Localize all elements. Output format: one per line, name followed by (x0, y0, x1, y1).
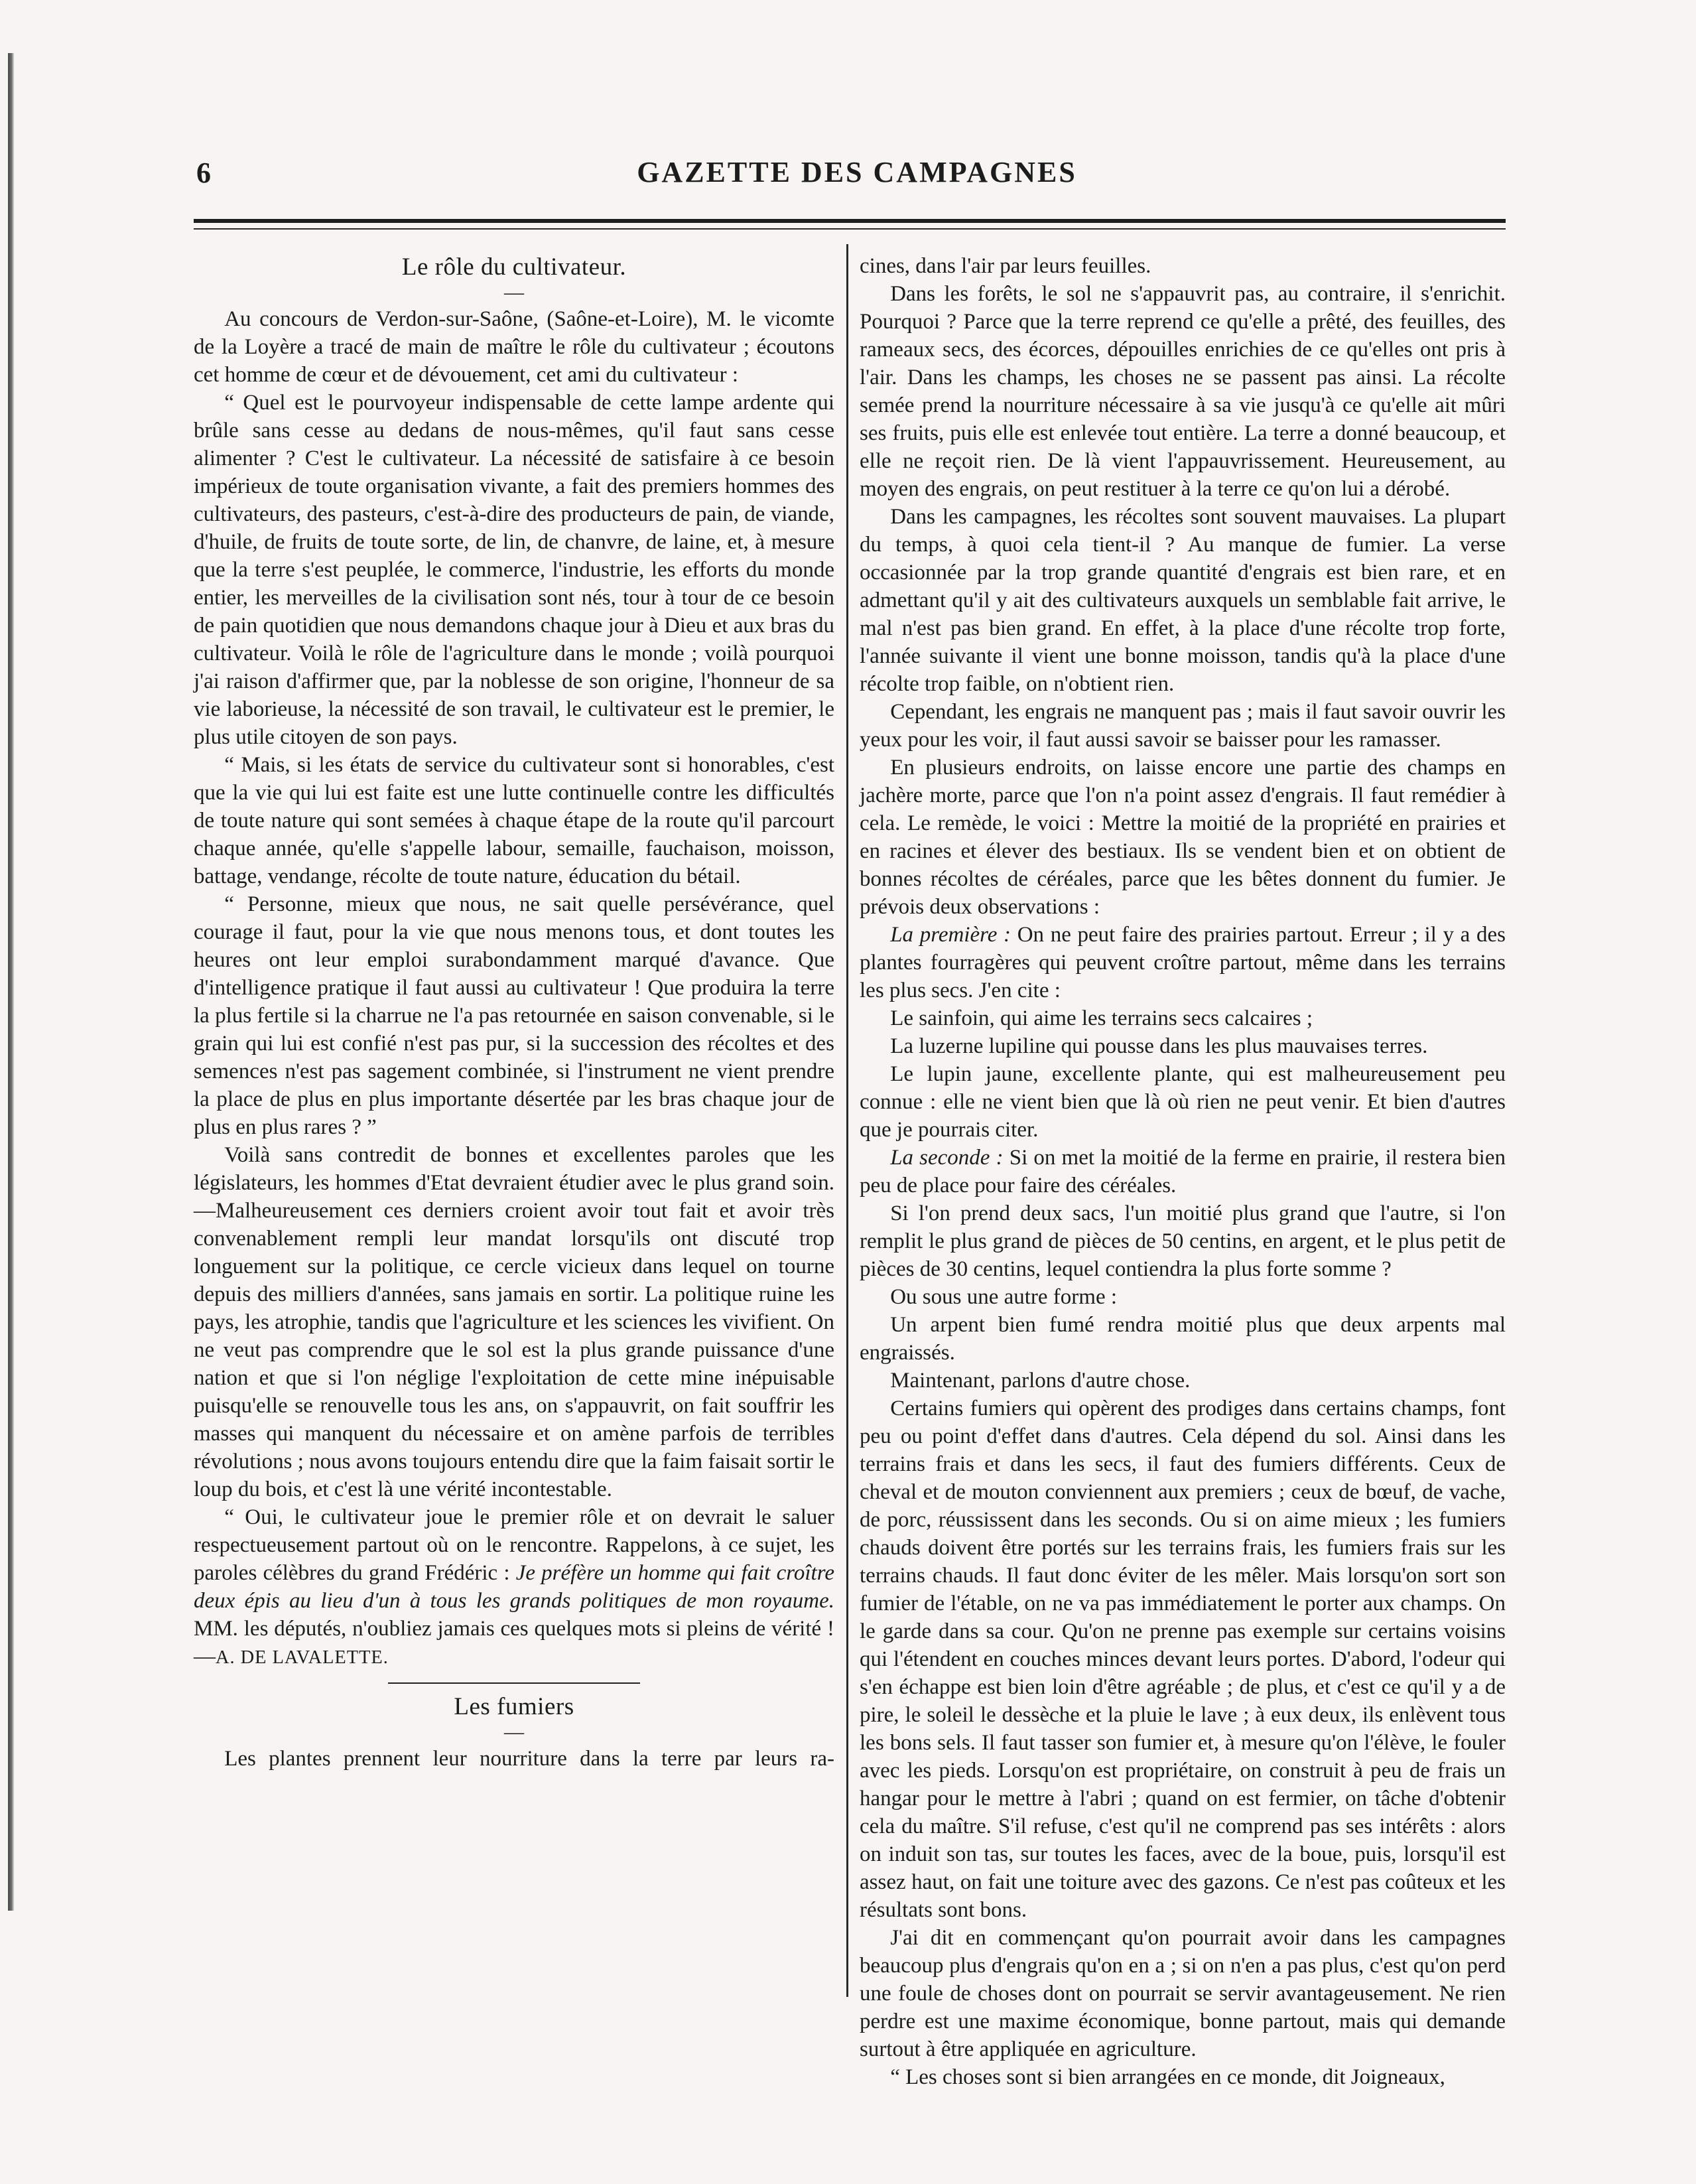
text-run: Si on met la moitié de la ferme en prairie, il restera bien peu de place pour faire des céréales. (860, 1146, 1506, 1197)
italic-text: Je préfère un homme qui fait croître deux épis au lieu d'un à tous les grands politiques de mon royaume. (194, 1561, 834, 1613)
paragraph (194, 751, 834, 890)
text-run: Dans les campagnes, les récoltes sont souvent mauvaises. La plupart du temps, à quoi cela tient-il ? Au manque de fumier. La verse occasionnée par la trop grande quantité d'engrais est bien rare, et en admettant qu'il y ait des cultivateurs auxquels un semblable fait arrive, le mal n'est pas bien grand. En effet, à la place d'une récolte trop forte, l'année suivante il vient une bonne moisson, tandis qu'à la place d'une récolte trop faible, on n'obtient rien. (860, 505, 1506, 696)
paragraph (860, 921, 1506, 1004)
paragraph (860, 1144, 1506, 1199)
article-body-continued (860, 252, 1506, 2091)
text-run: Dans les forêts, le sol ne s'appauvrit pas, au contraire, il s'enrichit. Pourquoi ? Parce que la terre reprend ce qu'elle a prêté, des feuilles, des rameaux secs, des écorces, dépouilles enrichies de ce qu'elles ont pris à l'air. Dans les champs, les choses ne se passent pas ainsi. La récolte semée prend la nourriture nécessaire à sa vie jusqu'à ce qu'elle ait mûri ses fruits, puis elle est enlevée tout entière. La terre a donné beaucoup, et elle ne reçoit rien. De là vient l'appauvrissement. Heureusement, au moyen des engrais, on peut restituer à la terre ce qu'on lui a dérobé. (860, 282, 1506, 501)
text-run: Le lupin jaune, excellente plante, qui est malheureusement peu connue : elle ne vient bien que là où rien ne peut venir. Et bien d'autres que je pourrais citer. (860, 1062, 1506, 1142)
newspaper-masthead: GAZETTE DES CAMPAGNES (637, 156, 1077, 188)
article-body (194, 305, 834, 1672)
italic-text: La seconde : (890, 1146, 1004, 1170)
text-run: Un arpent bien fumé rendra moitié plus que deux arpents mal engraissés. (860, 1313, 1506, 1365)
text-run: Le sainfoin, qui aime les terrains secs calcaires ; (890, 1006, 1313, 1030)
text-run: J'ai dit en commençant qu'on pourrait avoir dans les campagnes beaucoup plus d'engrais qu'on en a ; si on n'en a pas plus, c'est qu'on perd une foule de choses dont on pourrait se servir avantageusement. Ne rien perdre est une maxime économique, bonne partout, mais qui demande surtout à être appliquée en agriculture. (860, 1926, 1506, 2061)
page-number: 6 (196, 157, 211, 189)
paragraph (860, 698, 1506, 754)
italic-text: La première : (890, 923, 1011, 947)
article-body (194, 1745, 834, 1773)
title-separator: — (504, 281, 524, 303)
text-run: Si l'on prend deux sacs, l'un moitié plus grand que l'autre, si l'on remplit le plus grand de pièces de 50 centins, en argent, et le plus petit de pièces de 30 centins, lequel contiendra la plus forte somme ? (860, 1201, 1506, 1281)
text-run: “ Quel est le pourvoyeur indispensable de cette lampe ardente qui brûle sans cesse au dedans de nous-mêmes, qu'il faut sans cesse alimenter ? C'est le cultivateur. La nécessité de satisfaire à ce besoin impérieux de toute organisation vivante, a fait des premiers hommes des cultivateurs, des pasteurs, c'est-à-dire des producteurs de pain, de viande, d'huile, de fruits de toute sorte, de lin, de chanvre, de laine, et, à mesure que la terre s'est peuplée, le commerce, l'industrie, les efforts du monde entier, les merveilles de la civilisation sont nés, tour à tour de ce besoin de pain quotidien que nous demandons chaque jour à Dieu et aux bras du cultivateur. Voilà le rôle de l'agriculture dans le monde ; voilà pourquoi j'ai raison d'affirmer que, par la noblesse de son origine, l'honneur de sa vie laborieuse, la nécessité de son travail, le cultivateur est le premier, le plus utile citoyen de son pays. (194, 391, 834, 749)
paragraph (860, 1924, 1506, 2063)
text-run: Au concours de Verdon-sur-Saône, (Saône-et-Loire), M. le vicomte de la Loyère a tracé de main de maître le rôle du cultivateur ; écoutons cet homme de cœur et de dévouement, cet ami du cultivateur : (194, 307, 834, 387)
paragraph (194, 1141, 834, 1503)
paragraph (860, 1283, 1506, 1311)
column-divider (846, 244, 848, 1997)
paragraph (860, 1199, 1506, 1283)
paragraph (860, 1367, 1506, 1395)
scan-edge-shadow (8, 53, 14, 1911)
text-run: “ Personne, mieux que nous, ne sait quelle persévérance, quel courage il faut, pour la vie que nous menons tous, et dont toutes les heures ont leur emploi surabondamment marqué d'avance. Que d'intelligence pratique il faut aussi au cultivateur ! Que produira la terre la plus fertile si la charrue ne l'a pas retournée en saison convenable, si le grain qui lui est confié n'est pas pur, si la succession des récoltes et des semences n'est pas sagement combinée, si l'instrument ne vient prendre la place de plus en plus importante désertée par les bras chaque jour de plus en plus rares ? ” (194, 892, 834, 1139)
paragraph (194, 1503, 834, 1672)
text-run: Voilà sans contredit de bonnes et excellentes paroles que les législateurs, les hommes d'Etat devraient étudier avec le plus grand soin.—Malheureusement ces derniers croient avoir tout fait et avoir très convenablement rempli leur mandat lorsqu'ils ont discuté trop longuement sur la politique, ce cercle vicieux dans lequel on tourne depuis des milliers d'années, sans jamais en sortir. La politique ruine les pays, les atrophie, tandis que l'agriculture et les sciences les vivifient. On ne veut pas comprendre que le sol est la plus grande puissance d'une nation et que si l'on néglige l'exploitation de cette mine inépuisable puisqu'elle se renouvelle tous les ans, on s'appauvrit, on fait souffrir les masses qui manquent du nécessaire et on amène parfois de terribles révolutions ; nous avons toujours entendu dire que la faim faisait sortir le loup du bois, et c'est là une vérité incontestable. (194, 1143, 834, 1501)
paragraph (194, 305, 834, 389)
paragraph (860, 1311, 1506, 1367)
masthead-rule-thick (194, 219, 1506, 223)
text-run: “ Oui, le cultivateur joue le premier rôle et on devrait le saluer respectueusement partout où on le rencontre. Rappelons, à ce sujet, les paroles célèbres du grand Frédéric : (194, 1505, 834, 1585)
paragraph (860, 280, 1506, 503)
paragraph (860, 252, 1506, 280)
author-signature: A. DE LAVALETTE. (216, 1647, 389, 1668)
paragraph (194, 1745, 834, 1773)
masthead-rule-thin (194, 228, 1506, 230)
paragraph (860, 1032, 1506, 1060)
text-run: Maintenant, parlons d'autre chose. (890, 1369, 1191, 1393)
paragraph (860, 1060, 1506, 1144)
text-run: La luzerne lupiline qui pousse dans les plus mauvaises terres. (890, 1034, 1428, 1058)
text-run: Cependant, les engrais ne manquent pas ; mais il faut savoir ouvrir les yeux pour les voir, il faut aussi savoir se baisser pour les ramasser. (860, 700, 1506, 752)
paragraph (194, 890, 834, 1141)
left-column (194, 252, 834, 1773)
text-run: MM. les députés, n'oubliez jamais ces quelques mots si pleins de vérité !— (194, 1617, 834, 1669)
paragraph (194, 389, 834, 751)
paragraph (860, 1395, 1506, 1924)
article-separator-rule (388, 1682, 640, 1684)
text-run: En plusieurs endroits, on laisse encore une partie des champs en jachère morte, parce que l'on n'a point assez d'engrais. Il faut remédier à cela. Le remède, le voici : Mettre la moitié de la propriété en prairies et en racines et élever des bestiaux. Ils se vendent bien et on obtient de bonnes récoltes de céréales, parce que les bêtes donnent du fumier. Je prévois deux observations : (860, 756, 1506, 919)
paragraph (860, 1004, 1506, 1032)
article-title: Le rôle du cultivateur. (401, 253, 627, 281)
paragraph (860, 503, 1506, 698)
text-run: Ou sous une autre forme : (890, 1285, 1118, 1309)
text-run: “ Mais, si les états de service du cultivateur sont si honorables, c'est que la vie qui lui est faite est une lutte continuelle contre les difficultés de toute nature qui sont semées à chaque étape de la route qu'il parcourt chaque année, qu'elle s'appelle labour, semaille, fauchaison, moisson, battage, vendange, récolte de toute nature, éducation du bétail. (194, 753, 834, 888)
paragraph (860, 754, 1506, 921)
text-run: Certains fumiers qui opèrent des prodiges dans certains champs, font peu ou point d'effet dans d'autres. Cela dépend du sol. Ainsi dans les terrains frais et dans les secs, il faut des fumiers différents. Ceux de cheval et de mouton conviennent aux premiers ; ceux de bœuf, de vache, de porc, réussissent dans les seconds. Ou si on aime mieux ; les fumiers chauds doivent être portés sur les terrains frais, les fumiers frais sur les terrains chauds. Il faut donc éviter de les mêler. Mais lorsqu'on sort son fumier de l'étable, on ne va pas immédiatement le porter aux champs. On le garde dans sa cour. Qu'on ne prenne pas exemple sur certains voisins qui l'étendent en couches minces devant leurs portes. D'abord, l'odeur qui s'en échappe est bien loin d'être agréable ; de plus, et c'est ce qu'il y a de pire, le soleil le dessèche et la pluie le lave ; à eux deux, ils enlèvent tous les bons sels. Il faut tasser son fumier et, à mesure qu'on l'élève, le fouler avec les pieds. Lorsqu'on est propriétaire, on construit à peu de frais un hangar pour le mettre à l'abri ; quand on est fermier, on tâche d'obtenir cela du maître. S'il refuse, c'est qu'il ne comprend pas ses intérêts : alors on induit son tas, sur toutes les faces, avec de la boue, puis, lorsqu'il est assez haut, on fait une toiture avec des gazons. Ce n'est pas coûteux et les résultats sont bons. (860, 1397, 1506, 1922)
paragraph (860, 2063, 1506, 2091)
text-run: cines, dans l'air par leurs feuilles. (860, 254, 1151, 278)
text-run: On ne peut faire des prairies partout. Erreur ; il y a des plantes fourragères qui peuvent croître partout, même dans les terrains les plus secs. J'en cite : (860, 923, 1506, 1002)
text-run: Les plantes prennent leur nourriture dans la terre par leurs ra- (224, 1747, 834, 1771)
article-title: Les fumiers (454, 1693, 574, 1720)
title-separator: — (504, 1721, 524, 1743)
text-run: “ Les choses sont si bien arrangées en ce monde, dit Joigneaux, (890, 2065, 1445, 2089)
right-column (860, 252, 1506, 2091)
